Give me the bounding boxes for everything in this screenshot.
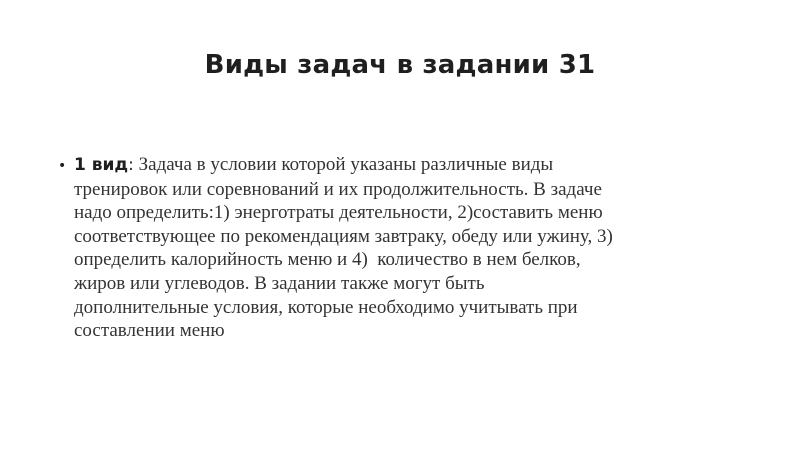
bullet-line-2: тренировок или соревнований и их продолжительность. В задаче: [74, 178, 602, 200]
bullet-line-6: жиров или углеводов. В задании также могут быть: [74, 272, 485, 294]
slide-title: Виды задач в задании 31: [204, 50, 596, 80]
bullet-line-1: Задача в условии которой указаны различные виды: [133, 154, 554, 175]
bullet-line-7: дополнительные условия, которые необходимо учитывать при: [74, 296, 578, 318]
bullet-text: [74, 153, 748, 343]
bullet-lead-colon: :: [128, 155, 134, 175]
bullet-line-4: соответствующее по рекомендациям завтраку, обеду или ужину, 3): [74, 225, 613, 247]
bullet-list-item: [58, 153, 748, 343]
bullet-marker: •: [58, 158, 67, 174]
bullet-line-5: определить калорийность меню и 4) количество в нем белков,: [74, 249, 581, 271]
bullet-line-3: надо определить:1) энерготраты деятельности, 2)составить меню: [74, 202, 603, 224]
bullet-lead-label: 1 вид: [74, 155, 129, 175]
bullet-line-8: составлении меню: [74, 320, 225, 342]
